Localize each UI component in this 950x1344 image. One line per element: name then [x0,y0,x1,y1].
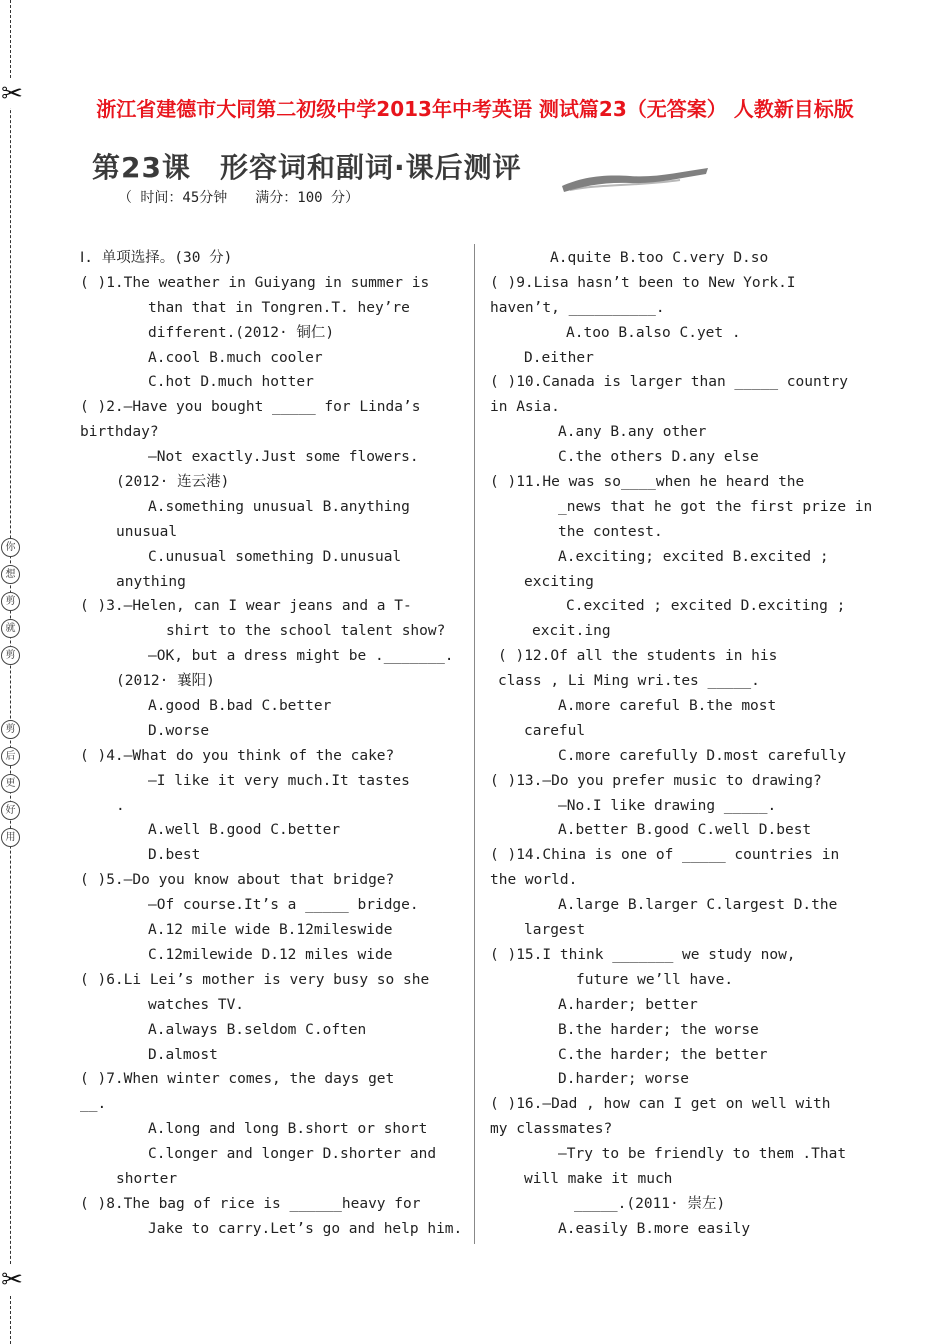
text-line: D.harder; worse [558,1071,689,1088]
text-line: A.more careful B.the most [558,698,777,715]
column-divider [474,244,475,1244]
text-line: birthday? [80,424,159,441]
text-line: A.better B.good C.well D.best [558,822,812,839]
text-line: __. [80,1096,107,1113]
text-line: A.harder; better [558,996,698,1013]
text-line: will make it much [524,1170,673,1187]
scissors-icon: ✂ [1,1265,23,1295]
lesson-heading: 第23课 形容词和副词·课后测评 [92,151,522,184]
text-line: my classmates? [490,1121,613,1138]
text-line: C.more carefully D.most carefully [558,747,847,764]
side-slogan-top [1,538,21,673]
exam-meta: （ 时间：45分钟 满分：100 分） [118,190,360,206]
text-line: —Try to be friendly to them .That [558,1146,847,1163]
text-line: A.quite B.too C.very D.so [550,250,769,266]
text-line: ( )15.I think _______ we study now, [490,946,796,963]
text-line: unusual [116,523,178,540]
text-line: —I like it very much.It tastes [148,772,410,789]
text-line: _____.(2011· 崇左) [574,1195,726,1212]
text-line: ( )8.The bag of rice is ______heavy for [80,1195,421,1212]
text-line: ( )2.—Have you bought _____ for Linda’s [80,399,421,416]
text-line: A.exciting; excited B.excited ; [558,548,829,565]
text-line: —OK, but a dress might be ._______. [148,648,454,665]
side-char: 就 [1,619,20,638]
text-line: ( )12.Of all the students in his [498,648,778,665]
text-line: A.something unusual B.anything [148,498,410,515]
text-line: Ⅰ. 单项选择。(30 分) [80,250,233,266]
text-line: A.long and long B.short or short [148,1121,428,1138]
document-title: 浙江省建德市大同第二初级中学2013年中考英语 测试篇23（无答案） 人教新目标版 [96,97,854,121]
text-line: C.the harder; the better [558,1046,768,1063]
text-line: C.hot D.much hotter [148,374,314,391]
text-line: different.(2012· 铜仁) [148,324,335,341]
text-line: A.always B.seldom C.often [148,1021,367,1038]
text-line: B.the harder; the worse [558,1021,759,1038]
side-char: 后 [1,747,20,766]
text-line: A.12 mile wide B.12mileswide [148,922,393,939]
side-char: 你 [1,538,20,557]
text-line: ( )9.Lisa hasn’t been to New York.I [490,274,796,291]
text-line: ( )3.—Helen, can I wear jeans and a T- [80,598,412,615]
side-char: 剪 [1,720,20,739]
side-char: 用 [1,828,20,847]
text-line: C.longer and longer D.shorter and [148,1146,437,1163]
text-line: the world. [490,872,578,889]
text-line: haven’t, __________. [490,299,665,316]
text-line: ( )4.—What do you think of the cake? [80,747,395,764]
brush-stroke-decoration [560,164,710,194]
text-line: excit.ing [532,623,611,640]
text-line: _news that he got the first prize in [558,498,873,515]
text-line: D.either [524,349,594,366]
text-line: A.large B.larger C.largest D.the [558,897,838,914]
text-line: C.the others D.any else [558,449,759,466]
text-line: largest [524,922,586,939]
text-line: ( )7.When winter comes, the days get [80,1071,395,1088]
text-line: C.unusual something D.unusual [148,548,402,565]
text-line: ( )6.Li Lei’s mother is very busy so she [80,971,430,988]
text-line: ( )16.—Dad , how can I get on well with [490,1096,831,1113]
text-line: (2012· 连云港) [116,474,230,491]
text-line: ( )14.China is one of _____ countries in [490,847,840,864]
text-line: D.almost [148,1046,218,1063]
text-line: future we’ll have. [576,971,734,988]
text-line: C.12milewide D.12 miles wide [148,946,393,963]
text-line: shorter [116,1170,178,1187]
text-line: class , Li Ming wri.tes _____. [498,673,760,690]
text-line: anything [116,573,186,590]
text-line: D.worse [148,722,210,739]
side-char: 更 [1,774,20,793]
text-line: —No.I like drawing _____. [558,797,777,814]
text-line: A.too B.also C.yet . [566,324,741,341]
text-line: A.well B.good C.better [148,822,341,839]
side-char: 好 [1,801,20,820]
text-line: A.easily B.more easily [558,1220,751,1237]
text-line: Jake to carry.Let’s go and help him. [148,1220,463,1237]
scissors-icon: ✂ [1,79,23,109]
text-line: exciting [524,573,594,590]
side-slogan-bottom [1,720,21,855]
text-line: ( )1.The weather in Guiyang in summer is [80,274,430,291]
text-line: careful [524,722,586,739]
side-char: 想 [1,565,20,584]
left-column [80,246,462,1242]
text-line: than that in Tongren.T. hey’re [148,299,410,316]
right-column [490,246,872,1242]
text-line: A.cool B.much cooler [148,349,323,366]
text-line: (2012· 襄阳) [116,673,215,690]
text-line: A.good B.bad C.better [148,698,332,715]
text-line: ( )10.Canada is larger than _____ country [490,374,848,391]
side-char: 剪 [1,646,20,665]
text-line: —Of course.It’s a _____ bridge. [148,897,419,914]
text-line: C.excited ; excited D.exciting ; [566,598,846,615]
text-line: A.any B.any other [558,424,707,441]
side-char: 剪 [1,592,20,611]
text-line: watches TV. [148,996,245,1013]
text-line: ( )5.—Do you know about that bridge? [80,872,395,889]
text-line: —Not exactly.Just some flowers. [148,449,419,466]
text-line: the contest. [558,523,663,540]
text-line: shirt to the school talent show? [166,623,446,640]
text-line: . [116,797,125,814]
text-line: ( )11.He was so____when he heard the [490,474,805,491]
text-line: D.best [148,847,201,864]
text-line: ( )13.—Do you prefer music to drawing? [490,772,822,789]
text-line: in Asia. [490,399,560,416]
